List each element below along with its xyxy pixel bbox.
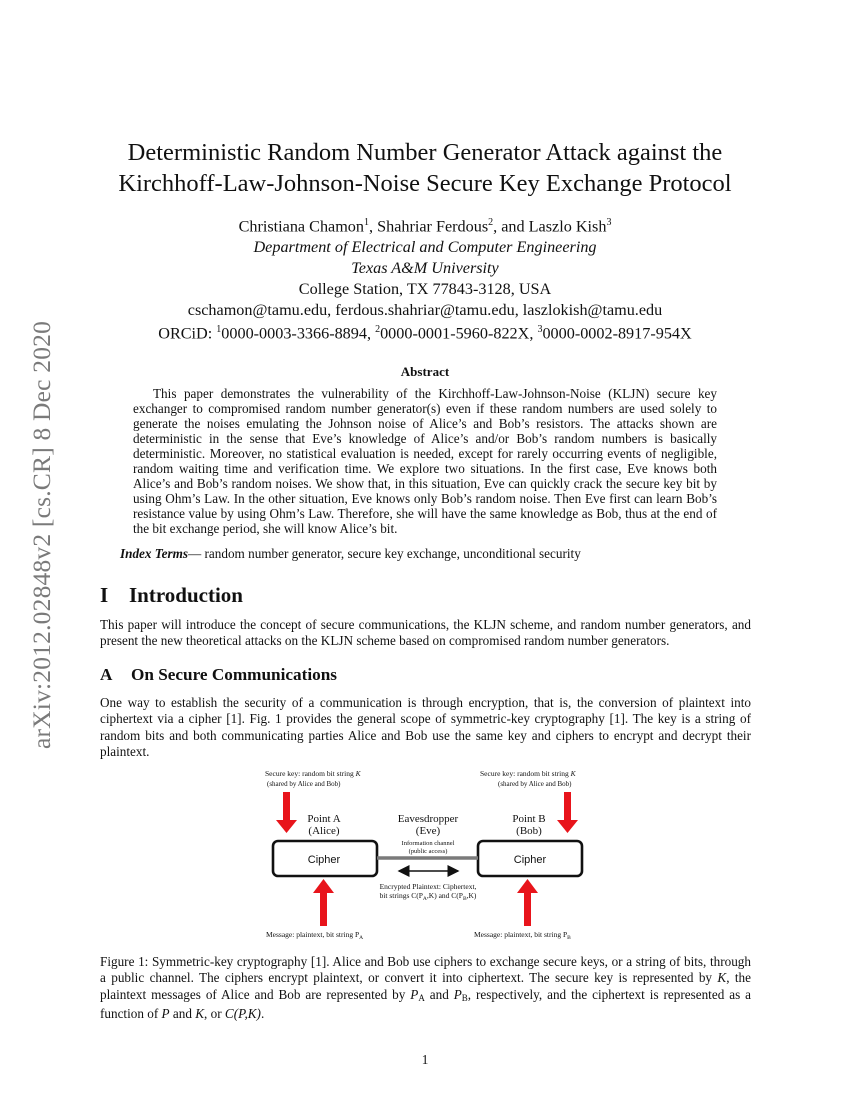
public-access-label: (public access) [408, 848, 448, 855]
author-block [0, 213, 850, 345]
author-names [0, 213, 850, 237]
caption-p: P [161, 1005, 170, 1021]
bob-label: (Bob) [516, 825, 542, 837]
subsection-title: On Secure Communications [131, 665, 337, 684]
orcid-1: 0000-0003-3366-8894, [221, 324, 376, 343]
abstract-heading: Abstract [400, 364, 450, 379]
address: College Station, TX 77843-3128, USA [298, 279, 552, 298]
index-terms-text: random number generator, secure key exchange, unconditional security [204, 546, 581, 561]
subsection-heading [100, 665, 337, 685]
caption-text-1: Figure 1: Symmetric-key cryptography [1]. Alice and Bob use ciphers to exchange secure keys, or a string of bits, through a public channel. The ciphers encrypt plaintext, or convert it into ciphertext. The secure key is represented by [100, 954, 751, 986]
index-terms [120, 546, 581, 562]
orcid-2-sup: 2 [375, 324, 381, 336]
caption-func: C [224, 1005, 234, 1021]
author-2-sup: 2 [488, 217, 494, 228]
emails: cschamon@tamu.edu, ferdous.shahriar@tamu.edu, laszlokish@tamu.edu [187, 300, 663, 319]
author-separator: , [369, 217, 378, 236]
author-1: Christiana Chamon [238, 217, 364, 236]
caption-or: , or [204, 1005, 225, 1021]
title-line-1: Deterministic Random Number Generator Attack against the [127, 139, 723, 166]
abstract-body: This paper demonstrates the vulnerability of the Kirchhoff-Law-Johnson-Noise (KLJN) secure key exchanger to compromised random number generator(s) even if these random numbers are used solely to generate the noises emulating the Johnson noise of Alice’s and Bob’s resistors. The attacks shown are deterministic in the sense that Eve’s knowledge of Alice’s and/or Bob’s random numbers is basically deterministic. Moreover, no statistical evaluation is needed, except for rarely occurring events of negligible, random waiting time and verification time. We explore two situations. In the first case, Eve knows both Alice’s and Bob’s random noises. We show that, in this situation, Eve can quickly crack the secure key bit by using Ohm’s Law. In the other situation, Eve knows only Bob’s random noise. Then Eve first can learn Bob’s resistance value by using Ohm’s Law. Therefore, she will have the same knowledge as Bob, thus at the end of the bit exchange period, she will know Alice’s bit. [133, 386, 717, 536]
right-key-shared: (shared by Alice and Bob) [498, 780, 572, 788]
left-message-label: Message: plaintext, bit string $P_A$ [266, 930, 364, 941]
orcid-2: 0000-0001-5960-822X, [380, 324, 538, 343]
intro-paragraph: This paper will introduce the concept of secure communications, the KLJN scheme, and random number generators, and present the new theoretical attacks on the KLJN scheme based on compromised random number generators. [100, 617, 751, 649]
caption-pb: P [453, 986, 462, 1002]
arxiv-stamp: arXiv:2012.02848v2 [cs.CR] 8 Dec 2020 [27, 320, 56, 750]
index-terms-dash: — [188, 546, 205, 561]
caption-and: and [424, 986, 454, 1002]
page-number: 1 [421, 1052, 429, 1067]
left-key-arrow [276, 792, 297, 833]
caption-pa-sub: A [418, 992, 425, 1003]
orcid-3: 0000-0002-8917-954X [542, 324, 692, 343]
university: Texas A&M University [351, 258, 499, 277]
secure-comm-paragraph: One way to establish the security of a communication is through encryption, that is, the conversion of plaintext into ciphertext via a cipher [1]. Fig. 1 provides the general scope of symmetric-key cryptography [1]. The key is a string of random bits and both communicating parties Alice and Bob use the same key and ciphers to encrypt and decrypt their plaintext. [100, 695, 751, 759]
left-key-shared: (shared by Alice and Bob) [267, 780, 341, 788]
title-line-2: Kirchhoff-Law-Johnson-Noise Secure Key Exchange Protocol [118, 170, 732, 197]
info-channel-label: Information channel [401, 840, 455, 847]
orcid-1-sup: 1 [216, 324, 222, 336]
right-key-arrow [557, 792, 578, 833]
eve-label: (Eve) [415, 825, 441, 837]
orcid-3-sup: 3 [537, 324, 543, 336]
right-message-label: Message: plaintext, bit string $P_B$ [474, 930, 571, 941]
cipher-right-label: Cipher [513, 854, 547, 866]
figure-1-caption [100, 954, 751, 1022]
point-a-label: Point A [307, 813, 341, 825]
point-b-label: Point B [512, 813, 546, 825]
section-heading-introduction [100, 583, 243, 608]
right-key-label: Secure key: random bit string K [480, 769, 576, 778]
index-terms-label: Index Terms [120, 546, 189, 561]
author-2: Shahriar Ferdous [377, 217, 489, 236]
author-separator: , and [493, 217, 529, 236]
subsection-number: A [100, 665, 113, 684]
caption-end: . [260, 1005, 265, 1021]
orcid-line [0, 320, 850, 344]
encrypted-label: Encrypted Plaintext: Ciphertext, [379, 882, 477, 891]
caption-k-2: K [195, 1005, 205, 1021]
cipher-left-label: Cipher [307, 854, 341, 866]
encrypted-strings: bit strings $C(P_A,K)$ and $C(P_B,K)$ [379, 891, 477, 902]
caption-pa: P [410, 986, 419, 1002]
author-1-sup: 1 [364, 217, 369, 228]
figure-1-diagram [255, 765, 595, 945]
section-number: I [100, 583, 109, 607]
section-title: Introduction [129, 583, 243, 607]
caption-text-3: , respectively, and the ciphertext is represented as a function of [100, 986, 751, 1021]
department: Department of Electrical and Computer Engineering [253, 238, 597, 257]
left-message-arrow [313, 879, 334, 926]
caption-pb-sub: B [461, 992, 468, 1003]
caption-and-2: and [169, 1005, 196, 1021]
caption-func-args: (P,K) [233, 1005, 261, 1021]
alice-label: (Alice) [308, 825, 340, 837]
caption-k: K [717, 970, 727, 986]
paper-title [0, 137, 850, 199]
eavesdropper-label: Eavesdropper [397, 813, 459, 825]
orcid-label: ORCiD: [158, 324, 217, 343]
left-key-label: Secure key: random bit string K [265, 769, 361, 778]
caption-text-2: , the plaintext messages of Alice and Bob are represented by [100, 970, 751, 1002]
right-message-arrow [517, 879, 538, 926]
author-3-sup: 3 [606, 217, 612, 228]
author-3: Laszlo Kish [528, 217, 607, 236]
